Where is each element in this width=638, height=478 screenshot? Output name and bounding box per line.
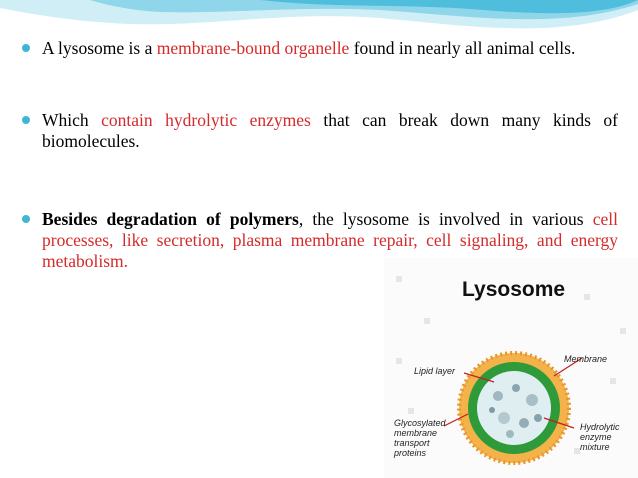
bullet-text [42, 38, 618, 59]
label-glycosylated-proteins: Glycosylated membrane transport proteins [394, 418, 446, 458]
bullet-text-highlight: cell processes, like secretion, plasma membrane repair, cell signaling, and energy metabolism. [42, 209, 618, 271]
bullet-text-segment: A lysosome is a [42, 38, 157, 58]
bullet-text-highlight: contain hydrolytic enzymes [101, 110, 311, 130]
bullet-text-segment: found in nearly all animal cells. [349, 38, 576, 58]
bullet-item-hydrolytic-enzymes [22, 110, 618, 152]
bullet-dot-icon [22, 116, 30, 124]
bullet-text-segment: that can break down many kinds of biomolecules. [42, 110, 618, 151]
label-hydrolytic-enzyme: Hydrolytic enzyme mixture [580, 422, 620, 452]
label-membrane: Membrane [564, 354, 608, 364]
bullet-item-lysosome-definition [22, 38, 618, 59]
diagram-title: Lysosome [462, 278, 566, 301]
label-lipid-layer: Lipid layer [414, 366, 456, 376]
lysosome-diagram [384, 258, 638, 478]
bullet-text-segment: Which [42, 110, 102, 130]
bullet-text-segment: , the lysosome is involved in various [298, 209, 593, 229]
bullet-text-bold: Besides degradation of polymers [42, 209, 299, 229]
bullet-text [42, 110, 618, 152]
bullet-dot-icon [22, 44, 30, 52]
bullet-dot-icon [22, 215, 30, 223]
bullet-text-highlight: membrane-bound organelle [156, 38, 350, 58]
lysosome-cell [459, 353, 569, 463]
